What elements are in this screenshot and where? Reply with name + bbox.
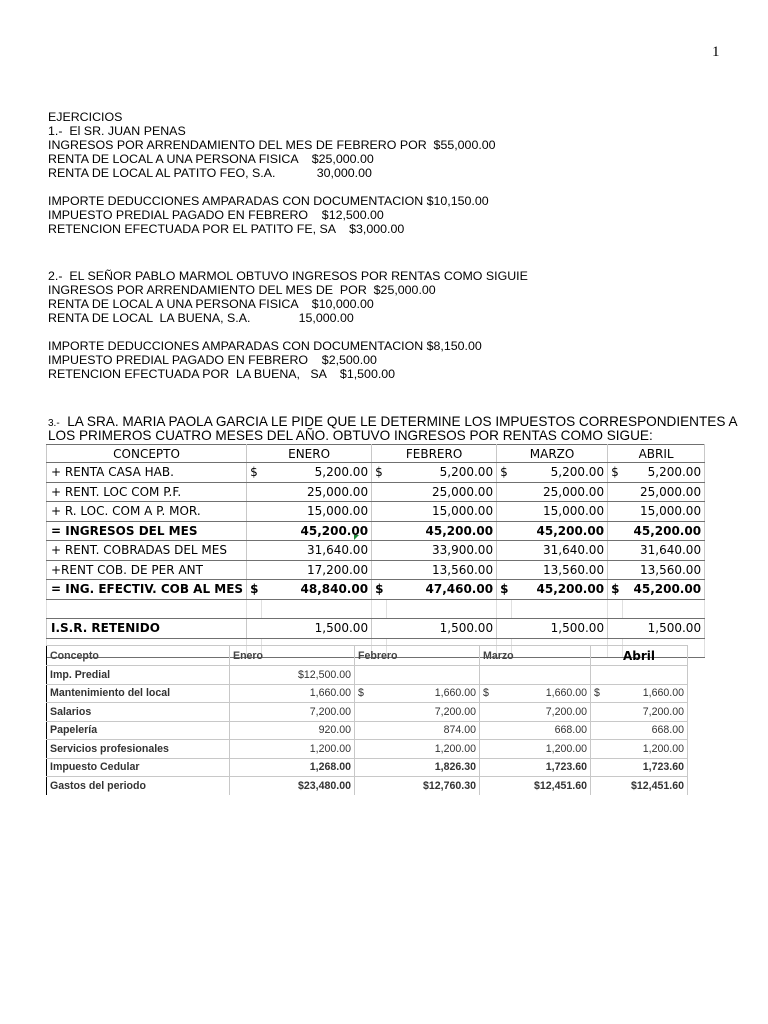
currency-symbol xyxy=(247,482,262,502)
expense-value: 1,723.60 xyxy=(495,758,591,777)
currency-symbol xyxy=(480,721,495,740)
income-header-row xyxy=(47,445,705,463)
currency-symbol xyxy=(355,777,370,795)
expense-row-label: Gastos del periodo xyxy=(47,777,230,795)
income-value: 45,200.00 xyxy=(512,580,608,600)
ex3-line-2: LOS PRIMEROS CUATRO MESES DEL AÑO. OBTUVO INGRESOS POR RENTAS COMO SIGUE: xyxy=(48,428,653,443)
expense-row xyxy=(47,740,688,759)
ex2-line-income: INGRESOS POR ARRENDAMIENTO DEL MES DE POR $25,000.00 xyxy=(48,283,436,297)
isr-value: 1,500.00 xyxy=(372,618,497,638)
currency-symbol: $ xyxy=(497,580,512,600)
expense-header-marzo: Marzo xyxy=(480,646,591,666)
currency-symbol xyxy=(608,521,623,541)
currency-symbol: $ xyxy=(608,463,623,483)
income-row-label: + RENT. COBRADAS DEL MES xyxy=(47,541,247,561)
currency-symbol xyxy=(497,560,512,580)
isr-value: 1,500.00 xyxy=(608,618,705,638)
income-spacer-row xyxy=(47,599,705,618)
isr-label: I.S.R. RETENIDO xyxy=(47,618,247,638)
expense-value: 1,200.00 xyxy=(606,740,688,759)
income-value: 5,200.00 xyxy=(623,463,705,483)
expense-value: 1,723.60 xyxy=(606,758,688,777)
currency-symbol xyxy=(372,541,387,561)
income-value: 5,200.00 xyxy=(262,463,372,483)
expense-value: 668.00 xyxy=(606,721,688,740)
currency-symbol xyxy=(608,482,623,502)
expense-value xyxy=(606,666,688,685)
income-row xyxy=(47,521,705,541)
income-value: 45,200.00 xyxy=(623,580,705,600)
currency-symbol xyxy=(480,740,495,759)
currency-symbol xyxy=(591,721,606,740)
ex1-line-heading: EJERCICIOS xyxy=(48,110,123,124)
currency-symbol xyxy=(608,502,623,522)
currency-symbol xyxy=(355,703,370,722)
expense-value: 1,826.30 xyxy=(370,758,480,777)
currency-symbol xyxy=(480,666,495,685)
expense-value: 7,200.00 xyxy=(370,703,480,722)
income-value: 45,200.00 xyxy=(387,521,497,541)
expense-row xyxy=(47,666,688,685)
currency-symbol xyxy=(247,521,262,541)
ex1-deduction-retencion: RETENCION EFECTUADA POR EL PATITO FE, SA $3,000.00 xyxy=(48,222,405,236)
currency-symbol xyxy=(591,740,606,759)
currency-symbol: $ xyxy=(591,684,606,703)
currency-symbol xyxy=(372,502,387,522)
currency-symbol: $ xyxy=(608,580,623,600)
empty-cell xyxy=(47,599,247,618)
expense-value: $12,451.60 xyxy=(606,777,688,795)
expense-table xyxy=(46,645,688,795)
ex1-line-rent-pf: RENTA DE LOCAL A UNA PERSONA FISICA $25,000.00 xyxy=(48,152,374,166)
expense-row-label: Servicios profesionales xyxy=(47,740,230,759)
income-value: 15,000.00 xyxy=(387,502,497,522)
empty-cell xyxy=(387,599,497,618)
expense-value xyxy=(495,666,591,685)
isr-value: 1,500.00 xyxy=(247,618,372,638)
currency-symbol xyxy=(355,721,370,740)
expense-value: 1,268.00 xyxy=(230,758,355,777)
currency-symbol xyxy=(591,777,606,795)
expense-value: 1,200.00 xyxy=(495,740,591,759)
expense-value: 7,200.00 xyxy=(606,703,688,722)
expense-row xyxy=(47,703,688,722)
income-value: 25,000.00 xyxy=(387,482,497,502)
expense-value: $23,480.00 xyxy=(230,777,355,795)
currency-symbol xyxy=(372,560,387,580)
currency-symbol xyxy=(480,758,495,777)
expense-value: 1,660.00 xyxy=(230,684,355,703)
empty-cell xyxy=(262,599,372,618)
expense-value: 1,200.00 xyxy=(230,740,355,759)
cell-comment-marker xyxy=(354,535,359,540)
expense-row xyxy=(47,684,688,703)
income-value: 33,900.00 xyxy=(387,541,497,561)
expense-row xyxy=(47,758,688,777)
ex2-deduction-doc: IMPORTE DEDUCCIONES AMPARADAS CON DOCUMENTACION $8,150.00 xyxy=(48,339,482,353)
currency-symbol xyxy=(608,541,623,561)
currency-symbol xyxy=(497,482,512,502)
income-value: 13,560.00 xyxy=(387,560,497,580)
income-row xyxy=(47,482,705,502)
expense-header-row xyxy=(47,646,688,666)
income-value: 13,560.00 xyxy=(623,560,705,580)
income-value: 15,000.00 xyxy=(262,502,372,522)
ex1-line-rent-pm: RENTA DE LOCAL AL PATITO FEO, S.A. 30,000.00 xyxy=(48,166,372,180)
expense-value: $12,500.00 xyxy=(230,666,355,685)
ex2-line-heading: 2.- EL SEÑOR PABLO MARMOL OBTUVO INGRESOS POR RENTAS COMO SIGUIE xyxy=(48,269,528,283)
income-row xyxy=(47,463,705,483)
expense-value: 874.00 xyxy=(370,721,480,740)
currency-symbol xyxy=(355,666,370,685)
currency-symbol: $ xyxy=(372,580,387,600)
expense-row xyxy=(47,721,688,740)
income-row-label: + RENT. LOC COM P.F. xyxy=(47,482,247,502)
page-number: 1 xyxy=(712,44,720,60)
income-row xyxy=(47,502,705,522)
currency-symbol: $ xyxy=(247,463,262,483)
currency-symbol xyxy=(497,502,512,522)
expense-header-abril: Abril xyxy=(591,646,688,666)
currency-symbol xyxy=(591,703,606,722)
empty-cell xyxy=(512,599,608,618)
income-value: 31,640.00 xyxy=(262,541,372,561)
expense-row xyxy=(47,777,688,795)
ex1-line-name: 1.- El SR. JUAN PENAS xyxy=(48,124,186,138)
expense-value: 7,200.00 xyxy=(495,703,591,722)
currency-symbol xyxy=(608,560,623,580)
expense-header-febrero: Febrero xyxy=(355,646,480,666)
ex1-deduction-doc: IMPORTE DEDUCCIONES AMPARADAS CON DOCUMENTACION $10,150.00 xyxy=(48,194,489,208)
income-value: 25,000.00 xyxy=(512,482,608,502)
income-header-marzo: MARZO xyxy=(497,445,608,463)
currency-symbol xyxy=(497,541,512,561)
expense-value: 1,660.00 xyxy=(606,684,688,703)
income-header-enero: ENERO xyxy=(247,445,372,463)
expense-value: $12,760.30 xyxy=(370,777,480,795)
expense-row-label: Papelería xyxy=(47,721,230,740)
currency-symbol: $ xyxy=(372,463,387,483)
income-row-label: + RENTA CASA HAB. xyxy=(47,463,247,483)
currency-symbol xyxy=(480,703,495,722)
expense-row-label: Imp. Predial xyxy=(47,666,230,685)
income-value: 15,000.00 xyxy=(512,502,608,522)
expense-row-label: Mantenimiento del local xyxy=(47,684,230,703)
empty-cell xyxy=(623,599,705,618)
expense-header-concepto: Concepto xyxy=(47,646,230,666)
income-value: 31,640.00 xyxy=(623,541,705,561)
income-value: 47,460.00 xyxy=(387,580,497,600)
income-value: 17,200.00 xyxy=(262,560,372,580)
empty-cell xyxy=(608,599,623,618)
expense-value: $12,451.60 xyxy=(495,777,591,795)
currency-symbol: $ xyxy=(355,684,370,703)
income-row-label: = ING. EFECTIV. COB AL MES xyxy=(47,580,247,600)
expense-row-label: Salarios xyxy=(47,703,230,722)
currency-symbol xyxy=(247,502,262,522)
income-row-label: = INGRESOS DEL MES xyxy=(47,521,247,541)
income-value: 45,200.00 xyxy=(262,521,372,541)
expense-value: 1,660.00 xyxy=(370,684,480,703)
income-table xyxy=(46,444,705,658)
currency-symbol xyxy=(372,482,387,502)
income-row xyxy=(47,560,705,580)
isr-row xyxy=(47,618,705,638)
ex2-line-rent-pf: RENTA DE LOCAL A UNA PERSONA FISICA $10,000.00 xyxy=(48,297,374,311)
currency-symbol xyxy=(355,740,370,759)
ex2-deduction-predial: IMPUESTO PREDIAL PAGADO EN FEBRERO $2,500.00 xyxy=(48,353,377,367)
income-row-label: + R. LOC. COM A P. MOR. xyxy=(47,502,247,522)
income-value: 25,000.00 xyxy=(623,482,705,502)
isr-value: 1,500.00 xyxy=(497,618,608,638)
expense-value: 7,200.00 xyxy=(230,703,355,722)
currency-symbol xyxy=(591,666,606,685)
currency-symbol xyxy=(355,758,370,777)
ex1-deduction-predial: IMPUESTO PREDIAL PAGADO EN FEBRERO $12,500.00 xyxy=(48,208,384,222)
currency-symbol xyxy=(372,521,387,541)
expense-value: 1,660.00 xyxy=(495,684,591,703)
currency-symbol xyxy=(480,777,495,795)
income-value: 5,200.00 xyxy=(512,463,608,483)
income-value: 15,000.00 xyxy=(623,502,705,522)
empty-cell xyxy=(372,599,387,618)
income-value: 45,200.00 xyxy=(512,521,608,541)
expense-value: 1,200.00 xyxy=(370,740,480,759)
ex2-deduction-retencion: RETENCION EFECTUADA POR LA BUENA, SA $1,500.00 xyxy=(48,367,396,381)
expense-row-label: Impuesto Cedular xyxy=(47,758,230,777)
income-header-abril: ABRIL xyxy=(608,445,705,463)
currency-symbol xyxy=(591,758,606,777)
empty-cell xyxy=(497,599,512,618)
income-row-label: +RENT COB. DE PER ANT xyxy=(47,560,247,580)
currency-symbol: $ xyxy=(480,684,495,703)
income-header-febrero: FEBRERO xyxy=(372,445,497,463)
empty-cell xyxy=(247,599,262,618)
currency-symbol: $ xyxy=(497,463,512,483)
income-value: 48,840.00 xyxy=(262,580,372,600)
currency-symbol xyxy=(247,541,262,561)
expense-value: 920.00 xyxy=(230,721,355,740)
income-value: 5,200.00 xyxy=(387,463,497,483)
expense-value xyxy=(370,666,480,685)
income-value: 31,640.00 xyxy=(512,541,608,561)
expense-value: 668.00 xyxy=(495,721,591,740)
expense-header-enero: Enero xyxy=(230,646,355,666)
ex2-line-rent-pm: RENTA DE LOCAL LA BUENA, S.A. 15,000.00 xyxy=(48,311,354,325)
ex3-number: 3.- xyxy=(48,418,60,429)
ex3-line-1-text: LA SRA. MARIA PAOLA GARCIA LE PIDE QUE LE DETERMINE LOS IMPUESTOS CORRESPONDIENTES A xyxy=(59,414,738,429)
income-header-concepto: CONCEPTO xyxy=(47,445,247,463)
income-value: 45,200.00 xyxy=(623,521,705,541)
income-value: 25,000.00 xyxy=(262,482,372,502)
income-row xyxy=(47,580,705,600)
currency-symbol: $ xyxy=(247,580,262,600)
income-value: 13,560.00 xyxy=(512,560,608,580)
income-row xyxy=(47,541,705,561)
ex1-line-income: INGRESOS POR ARRENDAMIENTO DEL MES DE FEBRERO POR $55,000.00 xyxy=(48,138,496,152)
currency-symbol xyxy=(247,560,262,580)
currency-symbol xyxy=(497,521,512,541)
